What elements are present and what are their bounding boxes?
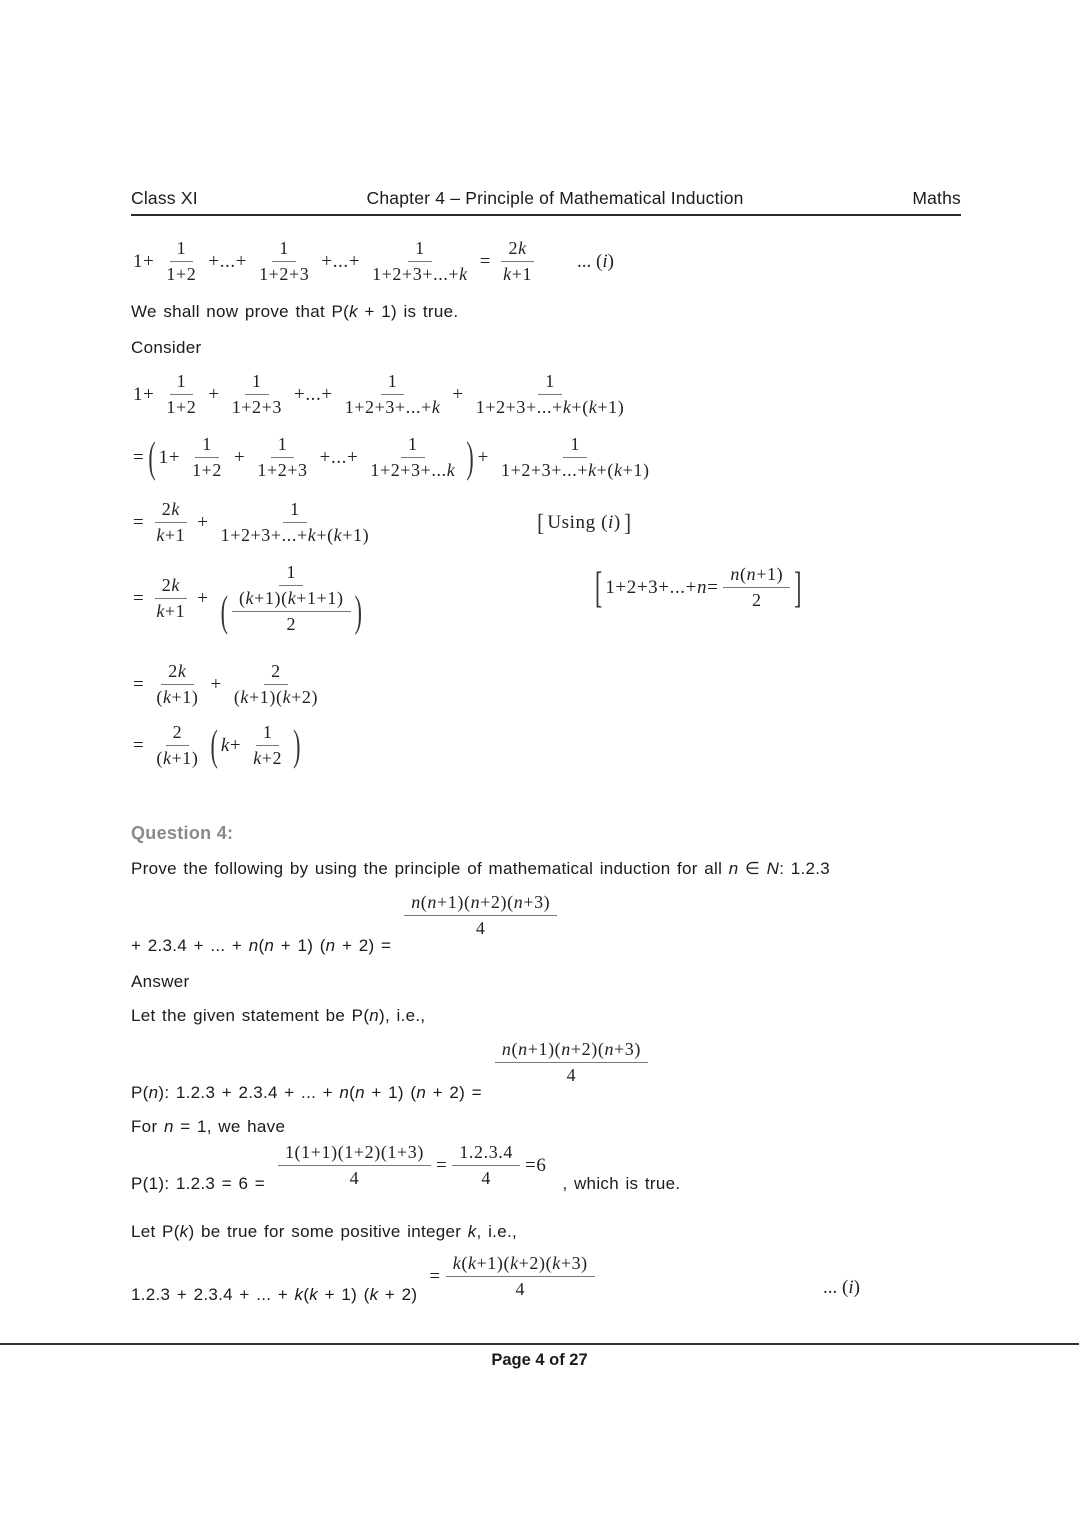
header-subject-label: Maths bbox=[912, 188, 961, 208]
note-sum-formula: [ 1+2+3+...+n= $\frac{n(n+1)}{2}$ ] bbox=[595, 562, 802, 611]
equation-consider-sum bbox=[131, 371, 961, 418]
math-expression: 1+ $\frac{1}{1+2}$ +...+ $\frac{1}{1+2+3}$ +...+ $\frac{1}{1+2+3+...+k}$ = $\frac{2k}{k+1}$ bbox=[133, 238, 533, 284]
math-expression: = $\frac{2}{(k+1)}$ ( k+ $\frac{1}{k+2}$ ) bbox=[133, 720, 301, 769]
equation-pn-definition bbox=[131, 1039, 961, 1104]
statement-text: P(n): 1.2.3 + 2.3.4 + ... + n(n + 1) (n + 2) = bbox=[131, 1083, 482, 1102]
question-heading: Question 4: bbox=[131, 823, 234, 843]
math-expression: 1+ $\frac{1}{1+2}$ + $\frac{1}{1+2+3}$ +...+ $\frac{1}{1+2+3+...+k}$ + $\frac{1}{1+2+3+...+k+(k+1)}$ bbox=[133, 371, 625, 417]
paragraph-prove: We shall now prove that P(k + 1) is true. bbox=[131, 302, 459, 321]
math-expression: = $\frac{k(k+1)(k+2)(k+3)}{4}$ bbox=[427, 1253, 597, 1300]
equation-question-statement bbox=[131, 892, 961, 957]
math-expression: = $\frac{2k}{k+1}$ + 1 ( $\frac{(k+1)(k+1+1)}{2}$ ) bbox=[133, 562, 362, 635]
math-expression: $\frac{1(1+1)(1+2)(1+3)}{4}$ = $\frac{1.2.3.4}{4}$ =6 bbox=[275, 1142, 548, 1189]
statement-text: 1.2.3 + 2.3.4 + ... + k(k + 1) (k + 2) bbox=[131, 1285, 418, 1304]
paragraph-answer: Answer bbox=[131, 972, 190, 991]
math-expression: $\frac{n(n+1)(n+2)(n+3)}{4}$ bbox=[401, 892, 560, 939]
paragraph-let-pk: Let P(k) be true for some positive integer k, i.e., bbox=[131, 1222, 517, 1241]
equation-label-i: ... ( i ) bbox=[577, 250, 614, 272]
statement-text: + 2.3.4 + ... + n(n + 1) (n + 2) = bbox=[131, 936, 392, 955]
page-header bbox=[131, 188, 961, 216]
math-expression: = $\frac{2k}{k+1}$ + $\frac{1}{1+2+3+...+k+(k+1)}$ bbox=[133, 499, 370, 545]
note-using-i: [ Using (i) ] bbox=[537, 508, 632, 536]
which-is-true-text: , which is true. bbox=[562, 1174, 681, 1193]
equation-inductive-hypothesis bbox=[131, 1253, 961, 1306]
math-expression: $\frac{n(n+1)(n+2)(n+3)}{4}$ bbox=[492, 1039, 651, 1086]
equation-grouped-sum bbox=[131, 434, 961, 481]
paragraph-for-n1: For n = 1, we have bbox=[131, 1117, 286, 1136]
page-footer bbox=[0, 1343, 1079, 1370]
math-expression: = ( 1+ $\frac{1}{1+2}$ + $\frac{1}{1+2+3}$ +...+ $\frac{1}{1+2+3+...k}$ ) + $\frac{1}{1+2+3+...+k+(k+1)}$ bbox=[133, 432, 650, 481]
paragraph-consider: Consider bbox=[131, 338, 202, 357]
header-chapter-title: Chapter 4 – Principle of Mathematical Induction bbox=[366, 188, 744, 208]
equation-label-i: ... ( i ) bbox=[823, 1277, 860, 1298]
equation-simplified bbox=[131, 661, 961, 708]
statement-text: P(1): 1.2.3 = 6 = bbox=[131, 1174, 265, 1193]
header-class-label: Class XI bbox=[131, 188, 198, 208]
equation-induction-hypothesis bbox=[131, 238, 961, 285]
equation-using-i bbox=[131, 499, 961, 546]
equation-factored bbox=[131, 722, 961, 769]
page-number: Page 4 of 27 bbox=[491, 1351, 588, 1369]
equation-substituted-sum bbox=[131, 562, 961, 635]
math-expression: = $\frac{2k}{(k+1)}$ + $\frac{2}{(k+1)(k+2)}$ bbox=[133, 661, 319, 707]
equation-base-case bbox=[131, 1142, 961, 1195]
paragraph-question-intro: Prove the following by using the principle of mathematical induction for all n ∈ N: 1.2.3 bbox=[131, 859, 831, 878]
paragraph-let-statement: Let the given statement be P(n), i.e., bbox=[131, 1006, 426, 1025]
